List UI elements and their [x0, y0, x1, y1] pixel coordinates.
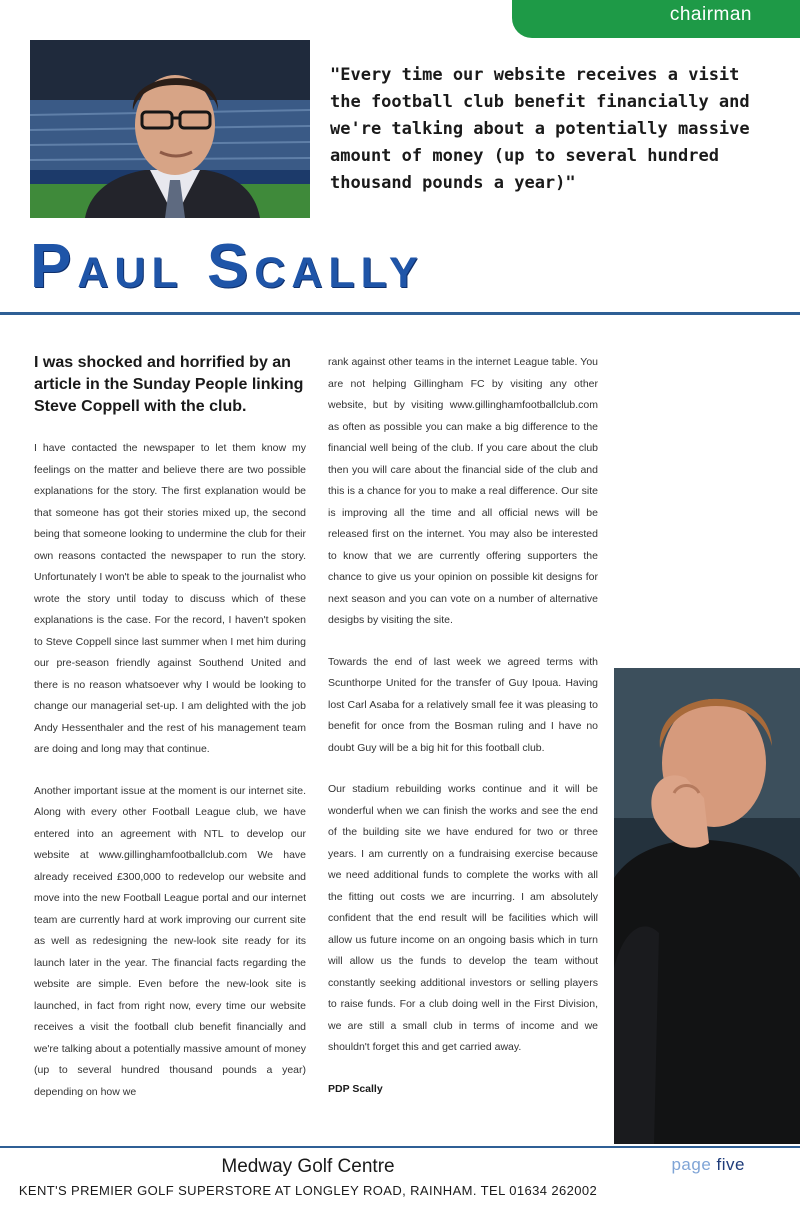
article-intro: I was shocked and horrified by an article in the Sunday People linking Steve Coppell with the club.: [34, 354, 304, 415]
pull-quote: "Every time our website receives a visit the football club benefit financially and we're talking about a potentially massive amount of money (up to several hundred thousand pounds a year)": [330, 65, 750, 193]
page-word: page: [671, 1155, 712, 1174]
article-paragraph: rank against other teams in the internet League table. You are not helping Gillingham FC by visiting any other website, but by visiting www.gillinghamfootballclub.com as often as possible you can make a big difference to the financial well being of the club. If you care about the club then you will care about the financial side of the club and this is a chance for you to make a real difference. Our site is improving all the time and all official news will be released first on the internet. You may also be interested to know that we are currently offering supporters the chance to give us your opinion on possible kit designs for next season and you can vote on a number of alternative desigbs by visiting the site.: [328, 356, 598, 626]
page-number-word: five: [716, 1155, 745, 1174]
chairman-photo: [30, 40, 310, 218]
article-column-2: [328, 352, 598, 1120]
article-paragraph: I have contacted the newspaper to let them know my feelings on the matter and believe there are two possible explanations for the story. The first explanation would be that someone has got their stories mixed up, the second being that someone looking to undermine the club for their own reasons contacted the newspaper to run the story. Unfortunately I won't be able to speak to the journalist who wrote the story until today to discuss which of these explanations is the case. For the record, I haven't spoken to Steve Coppell since last summer when I met him during our pre-season friendly against Southend United and there is no reason whatsoever why I would be looking to change our managerial set-up. I am delighted with the job Andy Hessenthaler and the rest of his management team are doing and long may that continue.: [34, 442, 306, 755]
section-tab-label: chairman: [669, 4, 752, 25]
article-paragraph: Towards the end of last week we agreed terms with Scunthorpe United for the transfer of Guy Ipoua. Having lost Carl Asaba for a relatively small fee it was pleasing to benefit for once from the Bosman ruling and I have no doubt Guy will be a big hit for this football club.: [328, 655, 598, 754]
manager-photo: [614, 668, 800, 1144]
article-paragraph: Our stadium rebuilding works continue and it will be wonderful when we can finish the works and see the end of the building site we have endured for two or three years. I am currently on a fundraising exercise because we need additional funds to complete the works with all the fitting out costs we are incurring. I am absolutely confident that the end result will be facilities which will allow us future income on an ongoing basis which in turn will allow us the funds to develop the team without constantly seeking additional investors or selling players to raise funds. For a club doing well in the First Division, we are still a small club in terms of income and we shouldn't forget this and get carried away.: [328, 783, 598, 1053]
footer-ad-title: Medway Golf Centre: [221, 1156, 395, 1177]
section-tab: [512, 0, 800, 38]
footer-ad-subtitle: KENT'S PREMIER GOLF SUPERSTORE AT LONGLEY ROAD, RAINHAM. TEL 01634 262002: [18, 1183, 598, 1198]
title-divider: [0, 312, 800, 315]
page-number: [671, 1155, 745, 1175]
footer-divider: [0, 1146, 800, 1148]
chairman-photo-image: [30, 40, 310, 218]
article-paragraph: Another important issue at the moment is our internet site. Along with every other Football League club, we have entered into an agreement with NTL to develop our website at www.gillinghamfootballclub.com We have already received £300,000 to redevelop our website and move into the new Football League portal and our internet team are currently hard at work improving our current site as well as redesigning the new-look site ready for its launch later in the year. The financial facts regarding the website are simple. Even before the new-look site is launched, in fact from right now, every time our website receives a visit the football club benefit financially and we're talking about a potentially massive amount of money (up to several hundred thousand pounds a year) depending on how we: [34, 784, 306, 1098]
signature: PDP Scally: [328, 1082, 383, 1095]
page-title: Paul Scally: [30, 232, 424, 301]
manager-photo-image: [614, 668, 800, 1144]
article-column-1: [34, 352, 306, 1123]
